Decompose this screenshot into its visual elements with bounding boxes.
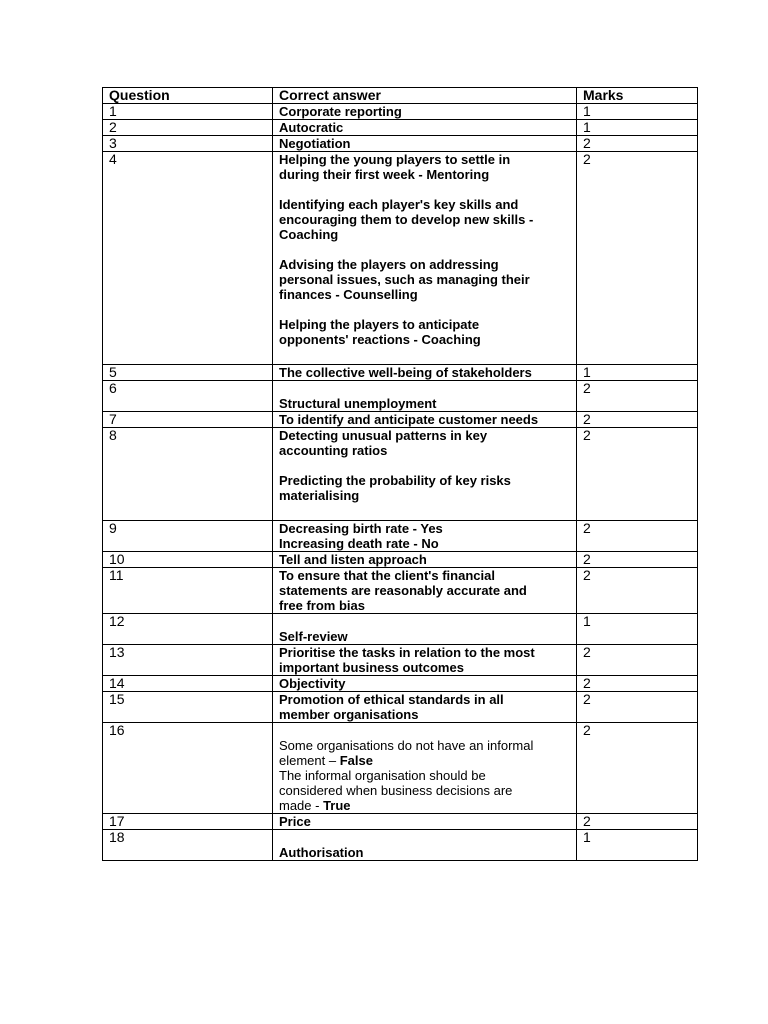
question-number: 9 — [103, 521, 273, 552]
answer-line: Increasing death rate - No — [279, 536, 439, 551]
table-row — [103, 552, 698, 568]
question-number: 10 — [103, 552, 273, 568]
table-row — [103, 676, 698, 692]
marks-value: 1 — [577, 830, 698, 861]
answer-line: opponents' reactions - Coaching — [279, 332, 481, 347]
marks-value: 2 — [577, 428, 698, 521]
question-number: 11 — [103, 568, 273, 614]
table-row — [103, 412, 698, 428]
marks-value: 2 — [577, 692, 698, 723]
marks-value: 2 — [577, 676, 698, 692]
answer-line: Price — [279, 814, 311, 829]
answer-cell — [273, 692, 577, 723]
table-row — [103, 136, 698, 152]
answer-cell — [273, 614, 577, 645]
answer-line: free from bias — [279, 598, 365, 613]
answer-line: materialising — [279, 488, 360, 503]
answer-cell — [273, 830, 577, 861]
table-row — [103, 152, 698, 365]
table-row — [103, 692, 698, 723]
answer-cell — [273, 676, 577, 692]
marks-value: 2 — [577, 723, 698, 814]
answer-line: finances - Counselling — [279, 287, 418, 302]
paragraph-gap — [279, 458, 571, 473]
table-row — [103, 104, 698, 120]
statement-verdict: False — [339, 753, 373, 768]
answer-line: Autocratic — [279, 120, 344, 135]
answer-line: important business outcomes — [279, 660, 464, 675]
answer-cell — [273, 814, 577, 830]
answer-line: To identify and anticipate customer needs — [279, 412, 539, 427]
answer-line: Coaching — [279, 227, 339, 242]
marks-value: 2 — [577, 521, 698, 552]
marks-value: 2 — [577, 136, 698, 152]
marks-value: 1 — [577, 120, 698, 136]
table-header-row — [103, 88, 698, 104]
cell-padding — [279, 830, 571, 845]
answer-line: Self-review — [279, 629, 348, 644]
table-row — [103, 814, 698, 830]
answer-cell — [273, 365, 577, 381]
table-row — [103, 365, 698, 381]
question-number: 8 — [103, 428, 273, 521]
paragraph-gap — [279, 242, 571, 257]
marks-value: 2 — [577, 568, 698, 614]
answer-line: The collective well-being of stakeholders — [279, 365, 532, 380]
paragraph-gap — [279, 302, 571, 317]
answer-line: Negotiation — [279, 136, 351, 151]
marks-column-header: Marks — [577, 88, 698, 104]
answer-line: encouraging them to develop new skills - — [279, 212, 534, 227]
question-number: 2 — [103, 120, 273, 136]
question-number: 12 — [103, 614, 273, 645]
answer-cell — [273, 645, 577, 676]
answer-line: Detecting unusual patterns in key — [279, 428, 488, 443]
answer-line: accounting ratios — [279, 443, 388, 458]
cell-padding — [279, 723, 571, 738]
answer-cell — [273, 412, 577, 428]
question-number: 14 — [103, 676, 273, 692]
answer-line — [279, 798, 571, 813]
answer-line: during their first week - Mentoring — [279, 167, 490, 182]
table-row — [103, 521, 698, 552]
answer-line: personal issues, such as managing their — [279, 272, 530, 287]
answer-cell — [273, 152, 577, 365]
answer-cell — [273, 120, 577, 136]
question-number: 7 — [103, 412, 273, 428]
table-row — [103, 614, 698, 645]
answer-line: member organisations — [279, 707, 419, 722]
marks-value: 2 — [577, 152, 698, 365]
answer-line: considered when business decisions are — [279, 783, 513, 798]
question-number: 17 — [103, 814, 273, 830]
question-number: 5 — [103, 365, 273, 381]
question-number: 3 — [103, 136, 273, 152]
table-row — [103, 830, 698, 861]
answer-line: Corporate reporting — [279, 104, 402, 119]
answer-cell — [273, 568, 577, 614]
answer-line: The informal organisation should be — [279, 768, 486, 783]
answer-line: Helping the young players to settle in — [279, 152, 511, 167]
answer-line: Authorisation — [279, 845, 364, 860]
question-number: 1 — [103, 104, 273, 120]
table-row — [103, 645, 698, 676]
answer-column-header: Correct answer — [273, 88, 577, 104]
answer-line: Identifying each player's key skills and — [279, 197, 519, 212]
answer-line: Decreasing birth rate - Yes — [279, 521, 443, 536]
cell-padding — [279, 614, 571, 629]
answer-line: To ensure that the client's financial — [279, 568, 495, 583]
answer-cell — [273, 723, 577, 814]
question-number: 16 — [103, 723, 273, 814]
answer-line: Predicting the probability of key risks — [279, 473, 511, 488]
answer-line: Tell and listen approach — [279, 552, 427, 567]
answer-line — [279, 753, 571, 768]
marks-value: 1 — [577, 365, 698, 381]
table-row — [103, 381, 698, 412]
marks-value: 1 — [577, 104, 698, 120]
answer-line: Objectivity — [279, 676, 346, 691]
table-row — [103, 568, 698, 614]
answer-line: Promotion of ethical standards in all — [279, 692, 504, 707]
answer-line: statements are reasonably accurate and — [279, 583, 527, 598]
answer-line: Advising the players on addressing — [279, 257, 499, 272]
paragraph-gap — [279, 182, 571, 197]
marks-value: 2 — [577, 645, 698, 676]
table-row — [103, 428, 698, 521]
answer-cell — [273, 104, 577, 120]
marks-value: 2 — [577, 552, 698, 568]
question-number: 6 — [103, 381, 273, 412]
question-number: 4 — [103, 152, 273, 365]
answers-table — [102, 87, 698, 861]
cell-padding — [279, 381, 571, 396]
table-row — [103, 120, 698, 136]
answer-cell — [273, 381, 577, 412]
answer-line: Structural unemployment — [279, 396, 437, 411]
statement-text: element – — [279, 753, 340, 768]
answer-cell — [273, 136, 577, 152]
question-number: 15 — [103, 692, 273, 723]
table-row — [103, 723, 698, 814]
statement-verdict: True — [323, 798, 351, 813]
marks-value: 1 — [577, 614, 698, 645]
question-column-header: Question — [103, 88, 273, 104]
cell-padding — [279, 503, 571, 520]
marks-value: 2 — [577, 381, 698, 412]
answer-line: Some organisations do not have an informal — [279, 738, 534, 753]
question-number: 13 — [103, 645, 273, 676]
answer-cell — [273, 521, 577, 552]
question-number: 18 — [103, 830, 273, 861]
marks-value: 2 — [577, 814, 698, 830]
answer-line: Prioritise the tasks in relation to the most — [279, 645, 535, 660]
cell-padding — [279, 347, 571, 364]
marks-value: 2 — [577, 412, 698, 428]
answer-cell — [273, 552, 577, 568]
answer-cell — [273, 428, 577, 521]
answer-line: Helping the players to anticipate — [279, 317, 480, 332]
statement-text: made - — [279, 798, 324, 813]
answer-sheet — [102, 87, 698, 861]
